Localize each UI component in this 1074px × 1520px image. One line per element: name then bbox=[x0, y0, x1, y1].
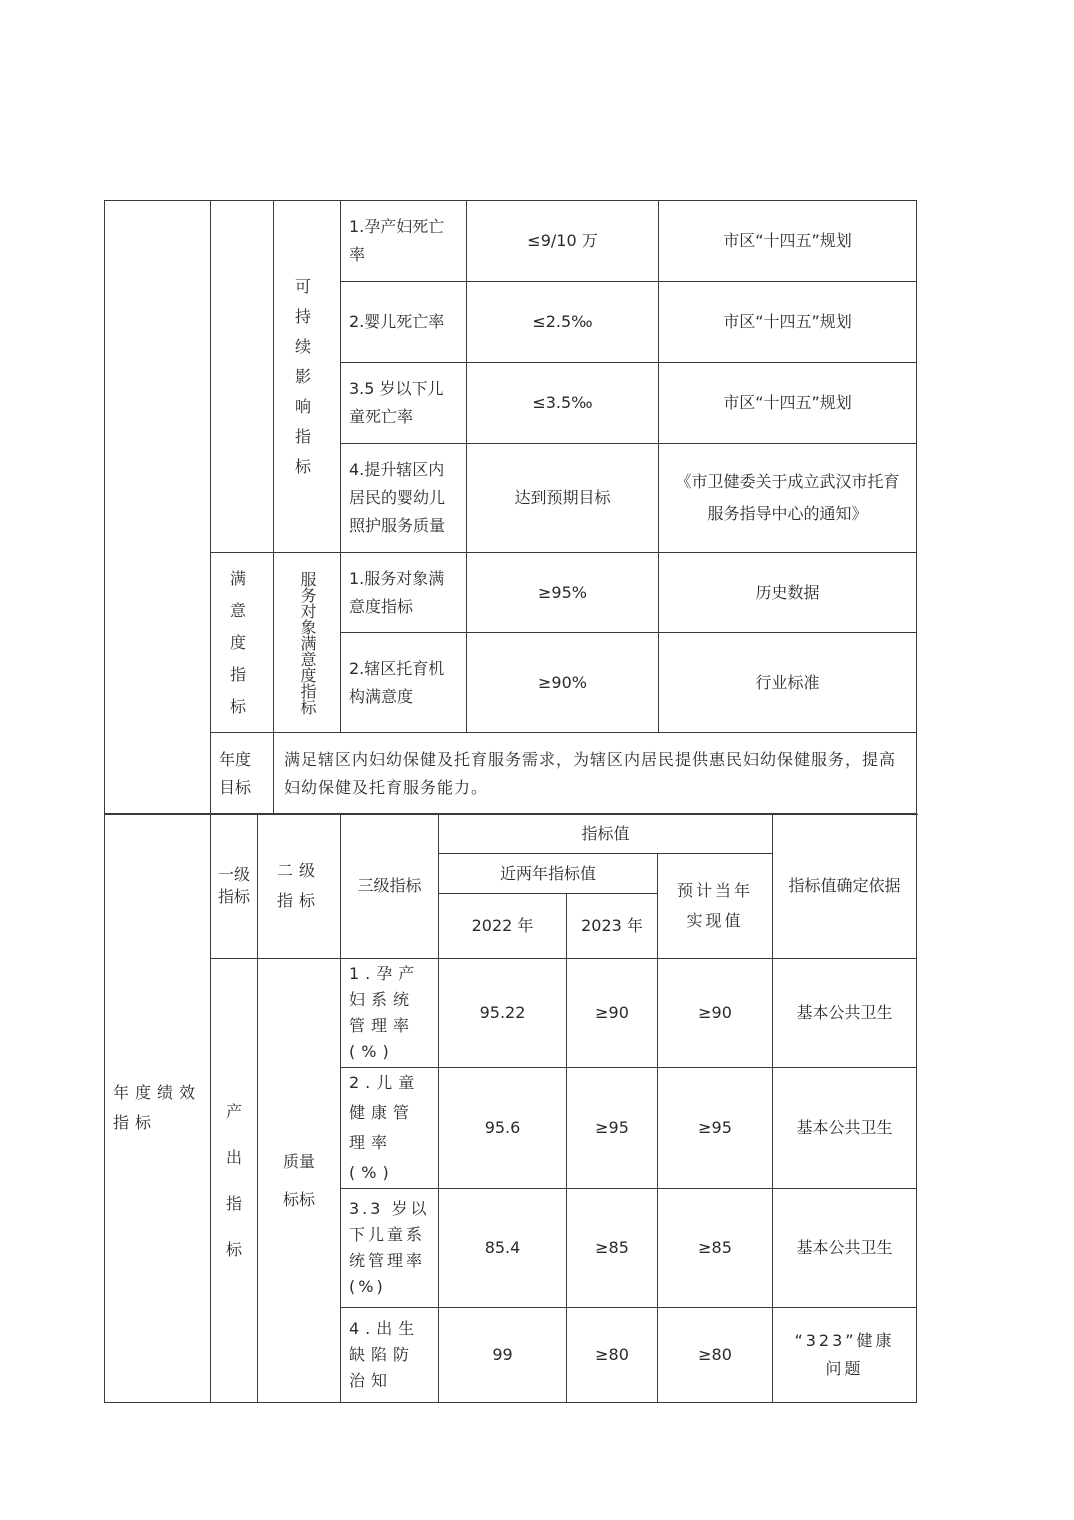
indicator-basis: 《市卫健委关于成立武汉市托育服务指导中心的通知》 bbox=[659, 444, 917, 553]
indicator-name: 2.辖区托育机构满意度 bbox=[341, 633, 467, 733]
indicator-name: 1.服务对象满意度指标 bbox=[341, 553, 467, 633]
blank-level1-cell bbox=[211, 201, 274, 553]
header-level1: 一级指标 bbox=[211, 814, 258, 959]
indicator-name: 1.孕产妇死亡率 bbox=[341, 201, 467, 282]
value-2022: 85.4 bbox=[439, 1189, 567, 1308]
perf-section-label: 年度绩效指标 bbox=[105, 814, 211, 1403]
indicator-name: 2.婴儿死亡率 bbox=[341, 282, 467, 363]
indicator-name: 2.儿童健康管理率(%) bbox=[341, 1068, 439, 1189]
header-level3: 三级指标 bbox=[341, 814, 439, 959]
indicator-name: 3.5 岁以下儿童死亡率 bbox=[341, 363, 467, 444]
value-2022: 95.6 bbox=[439, 1068, 567, 1189]
indicator-value: ≤2.5‰ bbox=[467, 282, 659, 363]
sustain-category: 可持续影响指标 bbox=[274, 201, 341, 553]
upper-indicator-table bbox=[104, 200, 917, 815]
blank-category-cell bbox=[105, 201, 211, 815]
indicator-value: ≤3.5‰ bbox=[467, 363, 659, 444]
header-2022: 2022 年 bbox=[439, 894, 567, 959]
header-recent-two-years: 近两年指标值 bbox=[439, 854, 658, 894]
value-basis: 基本公共卫生 bbox=[773, 1068, 917, 1189]
performance-indicator-table bbox=[104, 813, 917, 1403]
indicator-basis: 行业标准 bbox=[659, 633, 917, 733]
indicator-name: 3.3 岁以下儿童系统管理率(%) bbox=[341, 1189, 439, 1308]
header-basis: 指标值确定依据 bbox=[773, 814, 917, 959]
indicator-name: 1.孕产妇系统管理率(%) bbox=[341, 959, 439, 1068]
indicator-name: 4.提升辖区内居民的婴幼儿照护服务质量 bbox=[341, 444, 467, 553]
indicator-basis: 市区“十四五”规划 bbox=[659, 282, 917, 363]
value-2022: 95.22 bbox=[439, 959, 567, 1068]
value-expected: ≥80 bbox=[658, 1308, 773, 1403]
value-expected: ≥85 bbox=[658, 1189, 773, 1308]
value-basis: “323”健康问题 bbox=[773, 1308, 917, 1403]
satisfaction-level1: 满意度指标 bbox=[211, 553, 274, 733]
indicator-value: 达到预期目标 bbox=[467, 444, 659, 553]
indicator-value: ≥90% bbox=[467, 633, 659, 733]
satisfaction-level2: 服务对象满意度指标 bbox=[274, 553, 341, 733]
value-basis: 基本公共卫生 bbox=[773, 959, 917, 1068]
indicator-basis: 市区“十四五”规划 bbox=[659, 201, 917, 282]
indicator-basis: 市区“十四五”规划 bbox=[659, 363, 917, 444]
indicator-value: ≤9/10 万 bbox=[467, 201, 659, 282]
value-basis: 基本公共卫生 bbox=[773, 1189, 917, 1308]
indicator-basis: 历史数据 bbox=[659, 553, 917, 633]
value-expected: ≥90 bbox=[658, 959, 773, 1068]
value-2023: ≥80 bbox=[567, 1308, 658, 1403]
header-level2: 二级指标 bbox=[258, 814, 341, 959]
indicator-name: 4.出生缺陷防治知 bbox=[341, 1308, 439, 1403]
annual-goal-label: 年度目标 bbox=[211, 733, 274, 815]
value-2023: ≥85 bbox=[567, 1189, 658, 1308]
indicator-value: ≥95% bbox=[467, 553, 659, 633]
header-indicator-value: 指标值 bbox=[439, 814, 773, 854]
annual-goal-text: 满足辖区内妇幼保健及托育服务需求，为辖区内居民提供惠民妇幼保健服务，提高妇幼保健及托育服务能力。 bbox=[274, 733, 917, 815]
output-category: 产出指标 bbox=[211, 959, 258, 1403]
value-2023: ≥95 bbox=[567, 1068, 658, 1189]
value-expected: ≥95 bbox=[658, 1068, 773, 1189]
header-2023: 2023 年 bbox=[567, 894, 658, 959]
header-expected: 预计当年实现值 bbox=[658, 854, 773, 959]
value-2023: ≥90 bbox=[567, 959, 658, 1068]
value-2022: 99 bbox=[439, 1308, 567, 1403]
quality-category: 质量标标 bbox=[258, 959, 341, 1403]
